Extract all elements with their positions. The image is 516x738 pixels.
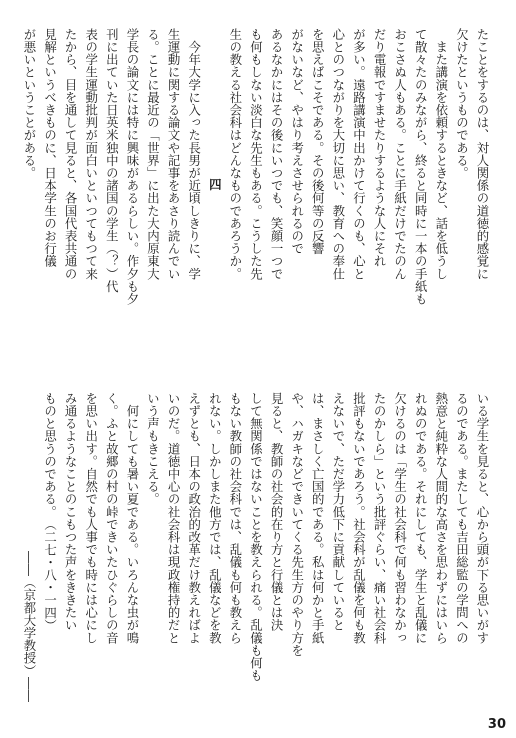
text-column: あるなかにはその後にいつでも、笑顔一つで — [269, 28, 285, 280]
text-column: 生の教える社会科はどんなものであろうか。 — [227, 28, 243, 280]
text-column: 見解というべきものに、日本学生のお行儀 — [42, 28, 58, 268]
text-column: また講演を依頼するときなど、話を低うし — [433, 28, 449, 280]
text-column: 学長の論文には特に興味があるらしい。作夕も夕 — [124, 28, 140, 306]
text-column: 何にしても暑い夏である。いろんな虫が鳴 — [124, 392, 140, 644]
text-column: いる学生を見ると、心から頭が下る思いがす — [475, 392, 490, 644]
text-column: して無関係ではないことを教えられる。乱儀も何も — [248, 392, 264, 682]
text-column: 心とのつながりを大切に思い、教育への奉仕 — [330, 28, 346, 280]
text-column: 生運動に関する論文や記事をあさり読んでい — [166, 28, 182, 280]
text-column: 表の学生運動批判が面白いといつてもつて来 — [83, 28, 99, 280]
text-column: 欠けるのは「学生の社会科で何も習わなかっ — [392, 392, 408, 644]
date-line: ものと思うのである。 （二七・八・一四） — [42, 392, 58, 632]
text-column: 刊に出ていた日英米独中の諸国の学生（？）代 — [104, 28, 120, 293]
text-column: えずとも、日本の政治的改革だけ教えればよ — [186, 392, 202, 644]
text-column: く。ふと故郷の村の峠できいたひぐらしの音 — [104, 392, 120, 644]
text-column: たことをするのは、対人関係の道徳的感覚に — [475, 28, 490, 280]
text-column: 欠けたというものである。 — [454, 28, 470, 180]
bottom-half-text — [21, 392, 492, 702]
text-column: 批評もないであろう。社会科が乱儀を何も教 — [351, 392, 367, 644]
author-affiliation: ――（京都大学教授）―― — [21, 550, 37, 702]
page-number: 30 — [487, 717, 506, 732]
text-column: たのかしら」という批評ぐらい、痛い社会科 — [372, 392, 388, 644]
text-column: いう声もきこえる。 — [145, 392, 161, 506]
text-column: 見ると、教師の社会的在り方と行儀とは決 — [269, 392, 285, 632]
text-column: や、ハガキなどできいてくる先生方のやり方を — [289, 392, 305, 657]
text-column: がないなど、やはり考えさせられるので — [289, 28, 305, 255]
text-column: 今年大学に入った長男が近頃しきりに、学 — [186, 28, 202, 280]
text-column: もない教師の社会科では、乱儀も何も教えら — [227, 392, 243, 644]
text-column: れぬのである。それにしても、学生と乱儀に — [413, 392, 429, 644]
text-column: えないで、ただ学力低下に貢献していると — [330, 392, 346, 632]
text-column: て散々たのみながら、終ると同時に一本の手紙も — [413, 28, 429, 306]
text-column: おこさぬ人もある。ことに手紙だけでたのん — [392, 28, 408, 280]
section-heading: 四 — [207, 177, 223, 191]
text-column: る。ことに最近の「世界」に出た大内原東大 — [145, 28, 161, 280]
text-column: が多い。遠路講演中出かけて行くのも、心と — [351, 28, 367, 280]
text-column: み通るようなことのこもつた声をききたい — [63, 392, 79, 632]
text-column: を思えばこそである。その後何等の反響 — [310, 28, 326, 255]
text-column: が悪いということがある。 — [21, 28, 37, 180]
text-column: も何もしない淡白な先生もある。こうした先 — [248, 28, 264, 280]
text-column: は、まさしく亡国的である。私は何かと手紙 — [310, 392, 326, 644]
text-column: 熱意と純粋な人間的な高さを思わずにはいら — [433, 392, 449, 644]
top-half-text — [21, 28, 492, 340]
text-column: だり電報ですませたりするような人にそれ — [372, 28, 388, 268]
text-column: るのである。またしても吉田総監の学問への — [454, 392, 470, 644]
text-column: を思い出す。自然でも人事でも時には心にし — [83, 392, 99, 644]
text-column: れない。しかしまた他方では、乱儀などを教 — [207, 392, 223, 644]
text-column: たから、目を通して見ると、各国代表共通の — [63, 28, 79, 280]
text-column: いのだ。道徳中心の社会科は現政権持的だと — [166, 392, 182, 644]
